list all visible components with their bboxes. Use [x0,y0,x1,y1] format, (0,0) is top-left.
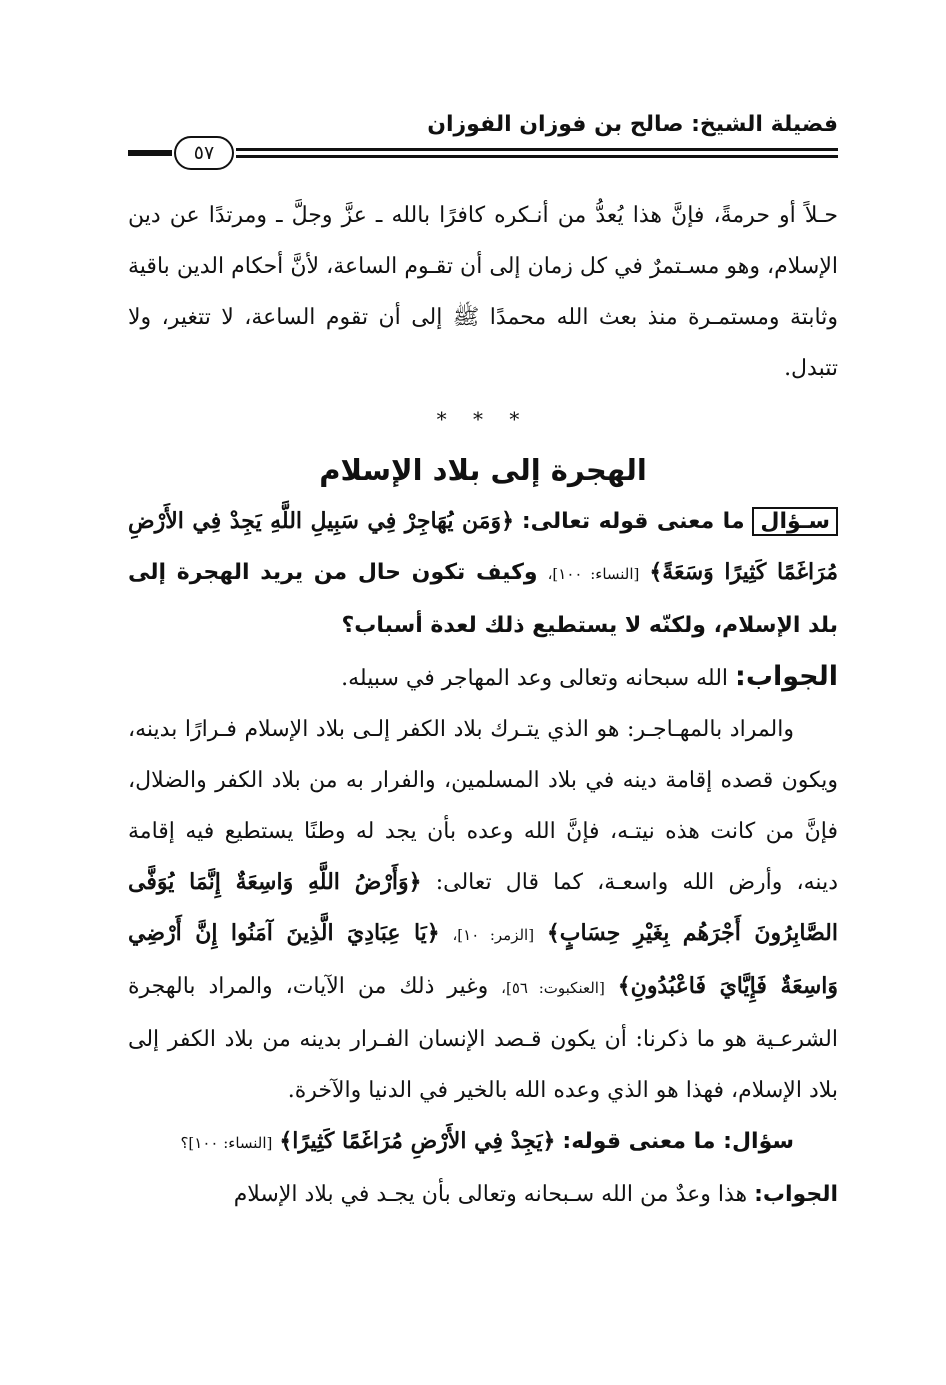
question-label: سؤال: ما معنى قوله: [562,1129,794,1154]
page-header [128,108,838,172]
question-2 [128,1116,838,1169]
page-number: ٥٧ [174,136,234,170]
quran-verse: ﴿وَأَرْضُ اللَّهِ وَاسِعَةٌ إِنَّمَا يُوَفَّى الصَّابِرُونَ أَجْرَهُم بِغَيْرِ حِسَابٍ﴾ [128,869,838,946]
answer-text: الله سبحانه وتعالى وعد المهاجر في سبيله. [341,666,729,691]
paragraph-text: والمراد بالمهـاجـر: هو الذي يتـرك بلاد الكفر إلـى بلاد الإسلام فـرارًا بدينه، ويكون قصده إقامة دينه في بلاد المسلمين، والفرار به من بلاد الكفر والضلال، فإنَّ من كانت هذه نيتـه، فإنَّ الله وعده بأن يجد له وطنًا يستطيع فيه إقامة دينه، وأرض الله واسعـة، كما قال تعالى: [128,717,838,895]
header-rule-left [128,150,172,156]
paragraph-intro: حـلاً أو حرمةً، فإنَّ هذا يُعدُّ من أنـكره كافرًا بالله ـ عزَّ وجلَّ ـ ومرتدًا عن دين الإسلام، وهو مسـتمرٌ في كل زمان إلى أن تقـوم الساعة، لأنَّ أحكام الدين باقية وثابتة ومستمـرة منذ بعث الله محمدًا ﷺ إلى أن تقوم الساعة، لا تتغير، ولا تتبدل. [128,203,838,381]
paragraph-text: وغير ذلك من الآيات، والمراد بالهجرة الشرعـية هو ما ذكرنا: أن يكون قـصد الإنسان الفـرار بدينه من بلاد الكفر إلى بلاد الإسلام، فهذا هو الذي وعده الله بالخير في الدنيا والآخرة. [128,974,838,1103]
answer-text: هذا وعدٌ من الله سـبحانه وتعالى بأن يجـد في بلاد الإسلام [233,1182,748,1207]
answer-label: الجواب: [754,1182,838,1207]
answer-1 [128,651,838,704]
question-text: وكيف تكون حال من يريد الهجرة إلى بلد الإسلام، ولكنّه لا يستطيع ذلك لعدة أسباب؟ [128,560,838,638]
paragraph-emigrant [128,704,838,1116]
verse-reference: [النساء: ١٠٠]، [547,565,640,583]
running-title: فضيلة الشيخ: صالح بن فوزان الفوزان [427,112,838,137]
header-rule-right [236,148,838,158]
answer-label: الجواب: [735,661,838,692]
quran-verse: ﴿يَجِدْ فِي الأَرْضِ مُرَاغَمًا كَثِيرًا﴾ [279,1128,556,1154]
verse-reference: [الزمر: ١٠]، [452,926,535,944]
section-separator: * * * [436,407,530,431]
quran-verse: ﴿يَا عِبَادِيَ الَّذِينَ آمَنُوا إِنَّ أَرْضِي وَاسِعَةٌ فَإِيَّايَ فَاعْبُدُونِ﴾ [128,920,839,999]
verse-reference: [النساء: ١٠٠]؟ [180,1134,273,1152]
question-lead: ما معنى قوله تعالى: [521,509,745,534]
page-body [128,190,838,1220]
section-title: الهجرة إلى بلاد الإسلام [319,453,647,487]
answer-2 [128,1169,838,1220]
verse-reference: [العنكبوت: ٥٦]، [501,979,605,997]
quran-verse: ﴿وَمَن يُهَاجِرْ فِي سَبِيلِ اللَّهِ يَجِدْ فِي الأَرْضِ مُرَاغَمًا كَثِيرًا وَسَعَةً﴾ [128,508,839,585]
question-label-box: سـؤال [752,507,838,536]
question-1 [128,496,838,651]
